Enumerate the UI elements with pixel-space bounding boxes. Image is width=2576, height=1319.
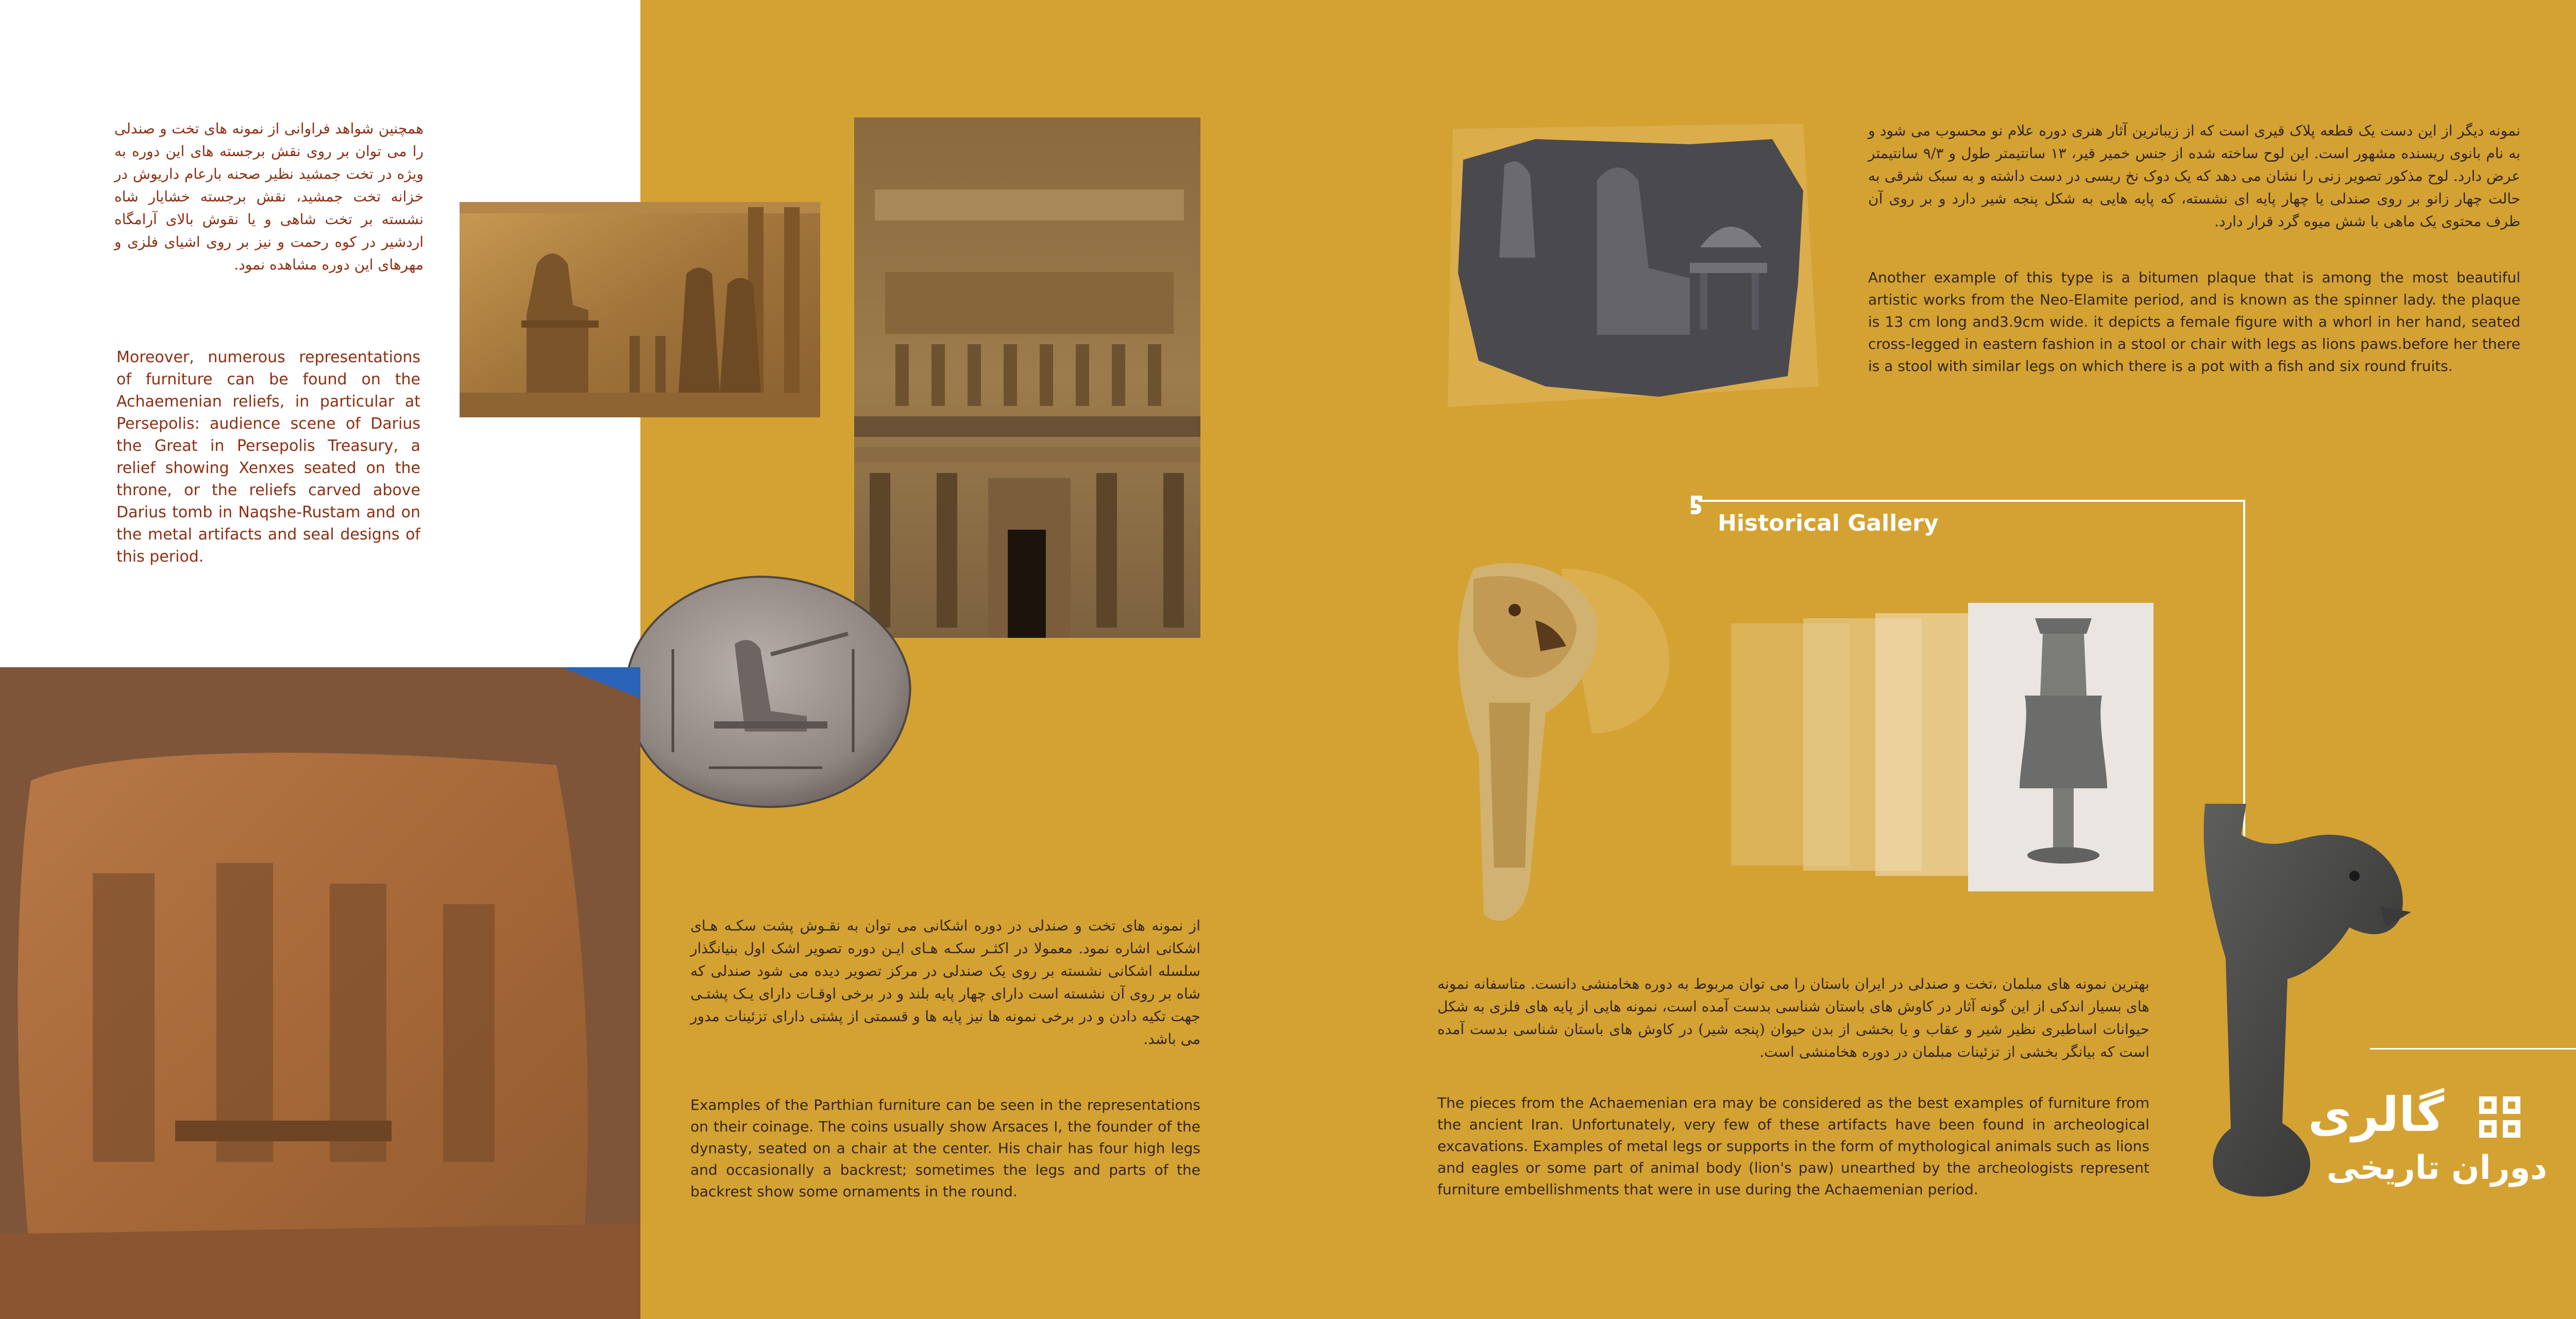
parthian-persian-paragraph: از نمونه های تخت و صندلی در دوره اشکانی می توان به نقـوش پشت سکـه هـای اشکانی اشاره نمود. معمولا در اکثـر سکـه هـای ایـن دوره تصویر اشک اول بنیانگذار سلسله اشکانی نشسته بر روی یک صندلی در مرکز تصویر دیده می شود صندلی که شاه بر روی آن نشسته است دارای چهار پایه بلند و در برخی اوقـات دارای یـک پشتـی جهت تکیه دادن و در برخی نمونه ها نیز پایه ها و قسمتی از پشتی دارای تزئینات مدور می باشد.: [690, 917, 1200, 1047]
left-english-paragraph: Moreover, numerous representations of furniture can be found on the Achaemenian reliefs, in particular at Persepolis: audience scene of Darius the Great in Persepolis Treasury, a relief showing Xenxes seated on the throne, or the reliefs carved above Darius tomb in Naqshe-Rustam and on the metal artifacts and seal designs of this period.: [116, 348, 420, 566]
achaemenian-english-paragraph: The pieces from the Achaemenian era may be considered as the best examples of furniture from the ancient Iran. Unfortunately, very few of these artifacts have been found in archeological excavations. Examples of metal legs or supports in the form of mythological animals such as lions and eagles or some part of animal body (lion's paw) unearthed by the archeologists represent furniture embellishments that were in use during the Achaemenian period.: [1437, 1094, 2149, 1198]
parthian-english-paragraph: Examples of the Parthian furniture can be seen in the representations on their coinage. The coins usually show Arsaces I, the founder of the dynasty, seated on a chair at the center. His chair has four high legs and occasionally a backrest; sometimes the legs and parts of the backrest show some ornaments in the round.: [690, 1096, 1200, 1200]
rock-relief-photo: [0, 667, 640, 1319]
gallery-title: Historical Gallery: [1718, 510, 1939, 536]
parthian-coin-photo: [616, 567, 917, 812]
tomb-facade-photo: [854, 117, 1200, 638]
gallery-persian-subtitle: دوران تاریخی: [2327, 1149, 2548, 1187]
gallery-frame-top-line: [1698, 500, 2245, 502]
left-persian-paragraph: همچنین شواهد فراوانی از نمونه های تخت و صندلی را می توان بر روی نقش برجسته های این دوره به ویژه در تخت جمشید نظیر صحنه بارعام داریوش در خزانه تخت جمشید، نقش برجسته خشایار شاه نشسته بر تخت شاهی و یا نقوش بالای آرامگاه اردشیر در کوه رحمت و نیز بر روی اشیای فلزی و مهرهای این دوره مشاهده نمود.: [114, 120, 423, 273]
gallery-persian-title: گالری: [2308, 1087, 2445, 1142]
stacked-furniture-leg-photos: [1731, 603, 2154, 912]
elamite-english-paragraph: Another example of this type is a bitumen plaque that is among the most beautiful artistic works from the Neo-Elamite period, and is known as the spinner lady. the plaque is 13 cm long and3.9cm wide. it depicts a female figure with a whorl in her hand, seated cross-legged in eastern fashion in a stool or chair with legs as lions paws.before her there is a stool with similar legs on which there is a pot with a fish and six round fruits.: [1868, 269, 2520, 375]
persepolis-relief-photo: [460, 202, 820, 417]
elamite-persian-paragraph: نمونه دیگر از این دست یک قطعه پلاک قیری است که از زیباترین آثار هنری دوره علام نو محسوب می شود و به نام بانوی ریسنده مشهور است. این لوح ساخته شده از جنس خمیر قیر، ۱۳ سانتیمتر طول و ۹/۳ سانتیمتر عرض دارد. لوح مذکور تصویر زنی را نشان می دهد که یک دوک نخ ریسی در دست داشته و به سبک شرقی به حالت چهار زانو بر روی صندلی یا چهار پایه ای نشسته، که پایه هایی به شکل پنجه شیر دارد و بر روی آن ظرف محتوی یک ماهی با شش میوه گرد قرار دارد.: [1868, 122, 2521, 230]
gallery-ornament-icon: [2476, 1093, 2523, 1141]
spinner-lady-plaque-photo: [1443, 119, 1824, 417]
gallery-marker-icon: [1688, 494, 1705, 515]
achaemenian-persian-paragraph: بهترین نمونه های مبلمان ،تخت و صندلی در ایران باستان را می توان مربوط به دوره هخامنشی دانست. متاسفانه نمونه های بسیار اندکی از این گونه آثار در کاوش های باستان شناسی بدست آمده است، نمونه هایی از پایه های فلزی به شکل حیوانات اساطیری نظیر شیر و عقاب و یا بخشی از بدن حیوان (پنجه شیر) در کاوش های باستان شناسی بدست آمده است که بیانگر بخشی از تزئینات مبلمان در دوره هخامنشی است.: [1437, 975, 2149, 1060]
lion-head-furniture-leg-photo: [1437, 548, 1680, 935]
